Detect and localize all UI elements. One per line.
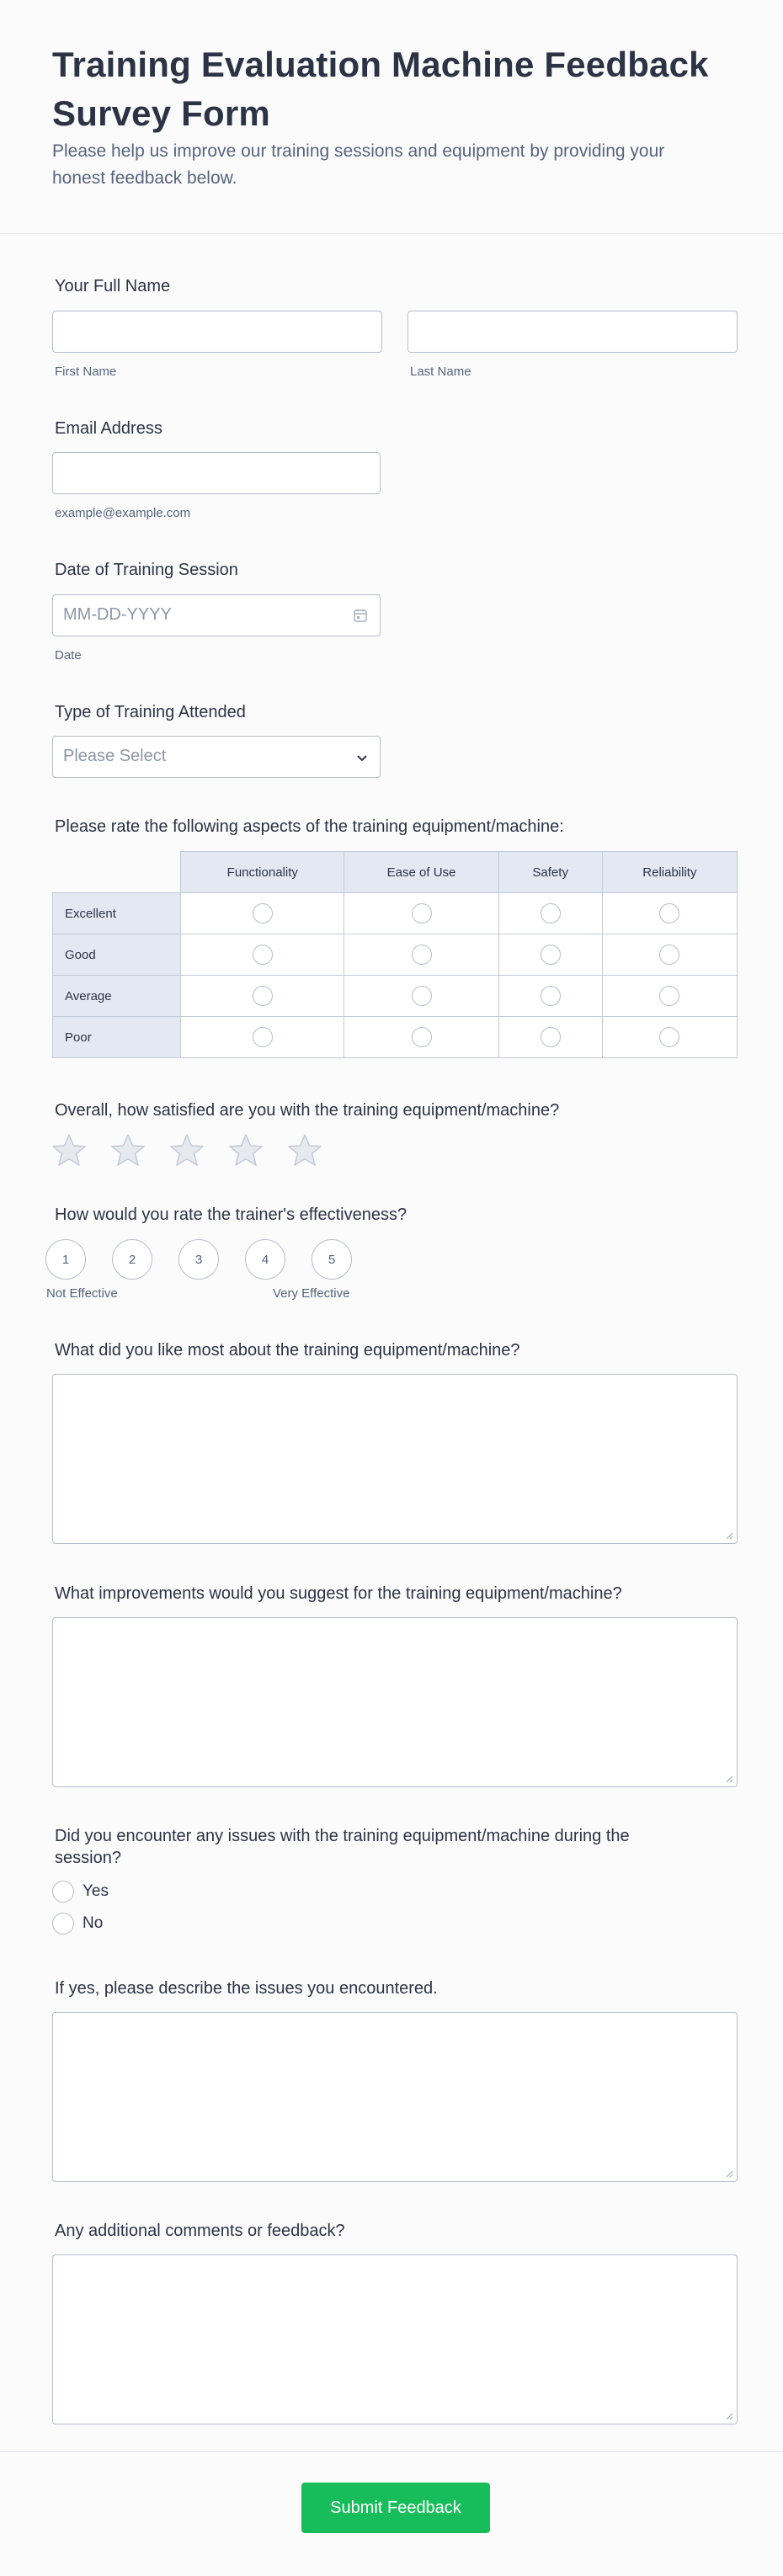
scale-option-2[interactable]: 2 (112, 1239, 152, 1280)
scale-high-label: Very Effective (273, 1286, 350, 1301)
date-placeholder: MM-DD-YYYY (63, 605, 172, 624)
satisfaction-label: Overall, how satisfied are you with the training equipment/machine? (55, 1101, 560, 1120)
liked-most-label: What did you like most about the training equipment/machine? (55, 1341, 520, 1360)
form-description: Please help us improve our training sessions and equipment by providing your honest feedback below. (52, 141, 665, 188)
matrix-row-label: Good (53, 934, 181, 976)
comments-label: Any additional comments or feedback? (55, 2222, 345, 2240)
matrix-row-label: Average (53, 976, 181, 1017)
email-sublabel: example@example.com (55, 506, 191, 520)
star-icon[interactable] (286, 1132, 323, 1169)
issues-label: Did you encounter any issues with the training equipment/machine during the session? (55, 1827, 630, 1867)
matrix-radio[interactable] (541, 945, 561, 965)
improvements-label: What improvements would you suggest for the training equipment/machine? (55, 1584, 622, 1603)
last-name-sublabel: Last Name (410, 365, 471, 379)
calendar-icon[interactable] (353, 608, 368, 627)
scale-low-label: Not Effective (46, 1286, 118, 1301)
matrix-row-label: Excellent (53, 893, 181, 934)
matrix-col-ease-of-use: Ease of Use (344, 852, 498, 893)
chevron-down-icon (356, 752, 368, 767)
star-icon[interactable] (168, 1132, 205, 1169)
matrix-row-good (53, 934, 738, 976)
matrix-radio[interactable] (412, 986, 432, 1006)
trainer-rating-label: How would you rate the trainer's effectiveness? (55, 1206, 407, 1224)
email-input[interactable] (52, 452, 381, 494)
matrix-col-safety: Safety (498, 852, 602, 893)
star-icon[interactable] (109, 1132, 146, 1169)
date-input[interactable] (52, 594, 381, 636)
radio-button[interactable] (52, 1881, 74, 1903)
training-type-label: Type of Training Attended (55, 703, 246, 721)
date-sublabel: Date (55, 648, 82, 663)
matrix-radio[interactable] (659, 945, 679, 965)
star-icon[interactable] (227, 1132, 264, 1169)
trainer-scale (45, 1239, 352, 1280)
first-name-input[interactable] (52, 311, 382, 353)
resize-grip-icon[interactable] (726, 2170, 733, 2178)
issues-option-label: Yes (83, 1882, 109, 1900)
improvements-textarea[interactable] (52, 1617, 738, 1787)
matrix-row-poor (53, 1017, 738, 1058)
matrix-radio[interactable] (659, 903, 679, 923)
comments-textarea[interactable] (52, 2254, 738, 2424)
scale-option-5[interactable]: 5 (312, 1239, 352, 1280)
matrix-corner (53, 852, 181, 893)
scale-option-1[interactable]: 1 (45, 1239, 86, 1280)
matrix-radio[interactable] (412, 945, 432, 965)
scale-option-4[interactable]: 4 (245, 1239, 285, 1280)
star-rating (51, 1132, 323, 1169)
resize-grip-icon[interactable] (726, 2413, 733, 2420)
matrix-radio[interactable] (541, 903, 561, 923)
submit-button[interactable]: Submit Feedback (301, 2483, 490, 2533)
date-label: Date of Training Session (55, 561, 238, 579)
matrix-row-label: Poor (53, 1017, 181, 1058)
form-header (0, 0, 783, 234)
last-name-input[interactable] (407, 311, 738, 353)
matrix-radio[interactable] (541, 1027, 561, 1047)
liked-most-textarea[interactable] (52, 1374, 738, 1544)
matrix-radio[interactable] (412, 1027, 432, 1047)
email-label: Email Address (55, 419, 162, 438)
full-name-label: Your Full Name (55, 277, 171, 295)
matrix-radio[interactable] (659, 986, 679, 1006)
rating-matrix (52, 851, 738, 1058)
matrix-col-reliability: Reliability (602, 852, 737, 893)
first-name-sublabel: First Name (55, 365, 117, 379)
scale-option-3[interactable]: 3 (178, 1239, 219, 1280)
matrix-col-functionality: Functionality (181, 852, 344, 893)
matrix-radio[interactable] (541, 986, 561, 1006)
matrix-label: Please rate the following aspects of the training equipment/machine: (55, 817, 564, 836)
resize-grip-icon[interactable] (726, 1532, 733, 1540)
matrix-radio[interactable] (253, 1027, 273, 1047)
matrix-header-row (53, 852, 738, 893)
issues-option-label: No (83, 1914, 104, 1932)
issues-option-yes[interactable] (52, 1881, 109, 1903)
issues-desc-textarea[interactable] (52, 2012, 738, 2182)
matrix-radio[interactable] (253, 945, 273, 965)
matrix-row-excellent (53, 893, 738, 934)
matrix-radio[interactable] (253, 986, 273, 1006)
form-footer (0, 2451, 783, 2576)
form-title: Training Evaluation Machine Feedback Survey Form (52, 45, 709, 133)
issues-option-no[interactable] (52, 1913, 103, 1935)
matrix-row-average (53, 976, 738, 1017)
issues-desc-label: If yes, please describe the issues you encountered. (55, 1979, 438, 1998)
matrix-radio[interactable] (412, 903, 432, 923)
training-type-select[interactable] (52, 736, 381, 778)
star-icon[interactable] (51, 1132, 88, 1169)
matrix-radio[interactable] (659, 1027, 679, 1047)
training-type-placeholder: Please Select (63, 747, 167, 765)
matrix-radio[interactable] (253, 903, 273, 923)
resize-grip-icon[interactable] (726, 1775, 733, 1783)
radio-button[interactable] (52, 1913, 74, 1935)
